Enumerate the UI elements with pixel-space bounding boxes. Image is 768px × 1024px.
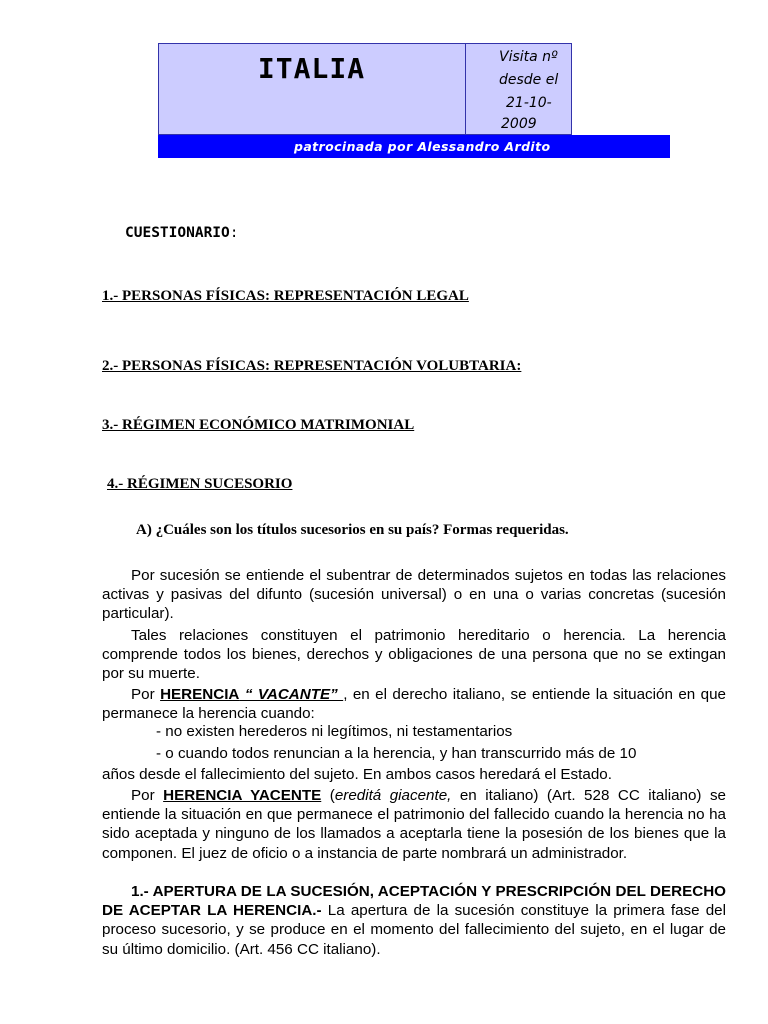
subquestion-a: A) ¿Cuáles son los títulos sucesorios en su país? Formas requeridas. — [136, 522, 569, 538]
sponsor-bar: patrocinada por Alessandro Ardito — [158, 135, 670, 158]
p4-pre: Por — [131, 787, 164, 804]
section-heading-3: 3.- RÉGIMEN ECONÓMICO MATRIMONIAL — [102, 417, 415, 433]
section-heading-1: 1.- PERSONAS FÍSICAS: REPRESENTACIÓN LEGAL — [102, 288, 469, 304]
term-vacante: “ VACANTE” — [239, 686, 344, 703]
page-title: ITALIA — [257, 52, 366, 85]
term-herencia-yacente: HERENCIA YACENTE — [163, 787, 322, 804]
paragraph-herencia: Tales relaciones constituyen el patrimonio hereditario o herencia. La herencia comprende todos los bienes, derechos y obligaciones de una persona que no se extingan por su muerte. — [102, 627, 726, 683]
paragraph-vacante-end: años desde el fallecimiento del sujeto. En ambos casos heredará el Estado. — [102, 766, 612, 783]
header-divider — [465, 43, 466, 135]
p4-post: en italiano) (Art. 528 CC italiano) se entiende la situación en que permanece el patrimonio del fallecido cuando la herencia no ha sido aceptada y ninguno de los llamados a aceptarla tiene la posesión de los bienes que la componen. El juez de oficio o a instancia de parte nombrará un administrador. — [102, 787, 726, 862]
term-ereditata-giacente: ereditá giacente, — [334, 787, 452, 804]
paragraph-apertura — [102, 882, 726, 959]
paragraph-herencia-vacante — [102, 685, 726, 723]
visit-year: 2009 — [501, 116, 537, 132]
apertura-text: La apertura de la sucesión constituye la primera fase del proceso sucesorio, y se produce en el momento del fallecimiento del sujeto, en el lugar de su último domicilio. (Art. 456 CC italiano). — [102, 902, 726, 958]
section-heading-2: 2.- PERSONAS FÍSICAS: REPRESENTACIÓN VOLUBTARIA: — [102, 358, 522, 374]
term-herencia: HERENCIA — [160, 686, 240, 703]
p4-paren: ( — [321, 787, 335, 804]
p3-post: , en el derecho italiano, se entiende la situación en que permanece la herencia cuando: — [102, 686, 727, 723]
questionnaire-label: CUESTIONARIO — [125, 225, 230, 241]
p3-pre: Por — [131, 686, 161, 703]
section-heading-4: 4.- RÉGIMEN SUCESORIO — [107, 476, 293, 492]
list-item: - no existen herederos ni legítimos, ni testamentarios — [156, 723, 513, 740]
questionnaire-heading — [125, 225, 239, 241]
visit-since-label: desde el — [499, 72, 559, 88]
questionnaire-colon: : — [229, 225, 239, 241]
paragraph-sucesion: Por sucesión se entiende el subentrar de determinados sujetos en todas las relaciones activas y pasivas del difunto (sucesión universal) o en una o varias concretas (sucesión particular). — [102, 567, 726, 623]
visit-counter-label: Visita nº — [499, 49, 558, 65]
visit-date: 21-10- — [506, 95, 552, 111]
list-item: - o cuando todos renuncian a la herencia, y han transcurrido más de 10 — [156, 745, 637, 762]
paragraph-herencia-yacente — [102, 786, 726, 863]
apertura-heading: 1.- APERTURA DE LA SUCESIÓN, ACEPTACIÓN Y PRESCRIPCIÓN DEL DERECHO DE ACEPTAR LA HERENCIA.- — [102, 883, 726, 920]
